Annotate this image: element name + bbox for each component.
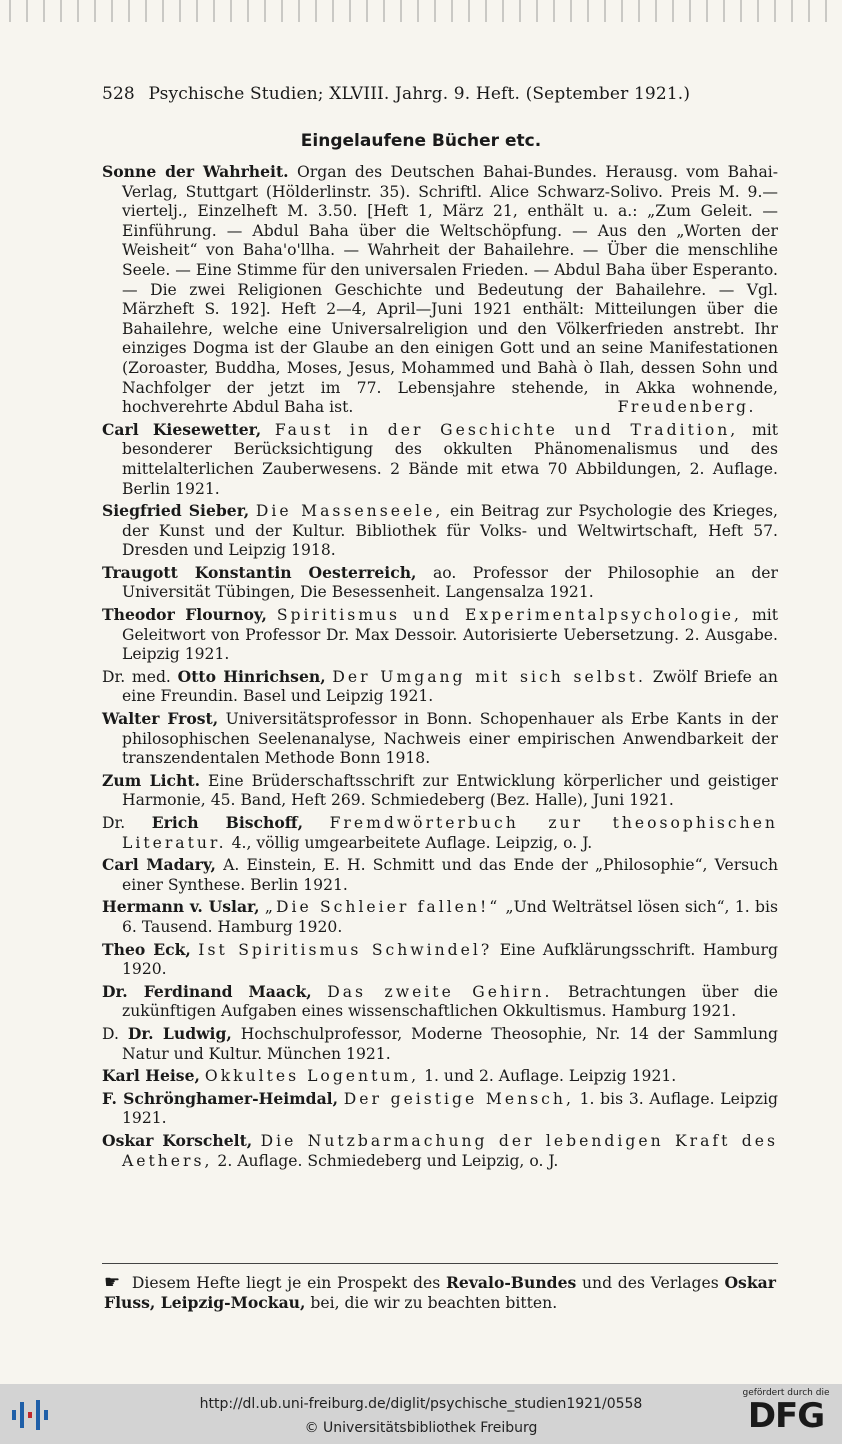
book-entry	[102, 1089, 778, 1129]
book-entry	[102, 813, 778, 853]
book-entry	[102, 420, 778, 499]
book-entry	[102, 982, 778, 1022]
entry-title: Der geistige Mensch,	[343, 1089, 574, 1108]
entry-text: mit besonderer Berücksichtigung des okkulten Phänomenalismus und des mittelalterlichen Zauberwesens. 2 Bände mit etwa 70 Abbildungen, 2. Auflage. Berlin 1921.	[122, 420, 779, 498]
book-entry	[102, 605, 778, 665]
entry-title: Okkultes Logentum,	[204, 1067, 420, 1086]
notice-bold-2: Oskar Fluss, Leipzig-Mockau,	[104, 1273, 776, 1312]
entry-prefix: D.	[102, 1024, 119, 1043]
entry-author: Sonne der Wahrheit.	[102, 162, 289, 181]
dfg-wordmark: DFG	[747, 1396, 825, 1436]
entry-author: Otto Hinrichsen,	[177, 666, 326, 686]
book-entry	[102, 563, 778, 603]
book-entry	[102, 1066, 778, 1087]
entry-text: 1. bis 3. Auflage. Leipzig 1921.	[122, 1089, 778, 1128]
entry-title: Der Umgang mit sich selbst.	[332, 667, 646, 686]
pointing-hand-icon: ☛	[104, 1272, 121, 1293]
book-entry	[102, 162, 778, 418]
viewer-footer	[0, 1384, 842, 1444]
entry-text: 2. Auflage. Schmiedeberg und Leipzig, o. J.	[217, 1151, 559, 1170]
entry-title: Die Massenseele,	[255, 502, 444, 521]
entry-author: Hermann v. Uslar,	[102, 897, 260, 917]
page-number: 528	[102, 84, 135, 104]
scan-edge-noise	[0, 0, 842, 22]
entry-prefix: Dr.	[102, 814, 126, 832]
running-title: Psychische Studien; XLVIII. Jahrg. 9. Heft. (September 1921.)	[148, 84, 691, 104]
entry-author: Oskar Korschelt,	[102, 1130, 253, 1150]
entry-title: Fremdwörterbuch zur theosophischen Literatur.	[122, 814, 778, 852]
entry-text: Eine Aufklärungsschrift. Hamburg 1920.	[122, 940, 778, 979]
notice-text-2: und des Verlages	[582, 1274, 719, 1292]
entry-author: Dr. Ludwig,	[127, 1023, 232, 1043]
book-entry	[102, 667, 778, 707]
entry-title: Die Nutzbarmachung der lebendigen Kraft des Aethers,	[122, 1131, 778, 1170]
copyright-notice: © Universitätsbibliothek Freiburg	[304, 1420, 538, 1436]
dfg-logo	[740, 1388, 832, 1434]
entry-author: Carl Madary,	[102, 855, 216, 875]
separator-rule	[102, 1263, 778, 1264]
entry-author: Karl Heise,	[102, 1066, 200, 1086]
document-url[interactable]: http://dl.ub.uni-freiburg.de/diglit/psychische_studien1921/0558	[199, 1396, 643, 1412]
publisher-notice	[104, 1273, 776, 1313]
entry-author: Erich Bischoff,	[151, 813, 303, 832]
entry-text: Zwölf Briefe an eine Freundin. Basel und Leipzig 1921.	[122, 667, 778, 706]
notice-bold-1: Revalo-Bundes	[445, 1273, 577, 1292]
entry-text: 4., völlig umgearbeitete Auflage. Leipzig, o. J.	[231, 833, 593, 852]
entry-author: Carl Kiesewetter,	[102, 419, 262, 439]
page-title: Eingelaufene Bücher etc.	[300, 131, 542, 151]
book-entry	[102, 855, 778, 895]
entry-text: mit Geleitwort von Professor Dr. Max Dessoir. Autorisierte Uebersetzung. 2. Ausgabe. Leipzig 1921.	[122, 606, 778, 664]
book-entry	[102, 501, 778, 561]
book-entry	[102, 940, 778, 980]
entry-author: Zum Licht.	[102, 770, 201, 790]
notice-text-1: Diesem Hefte liegt je ein Prospekt des	[131, 1274, 441, 1292]
dfg-caption: gefördert durch die	[742, 1388, 830, 1398]
entry-text: Universitätsprofessor in Bonn. Schopenhauer als Erbe Kants in der philosophischen Seelenanalyse, Nachweis einer empirischen Anwendbarkeit der transzendentalen Methode Bonn 1918.	[122, 710, 778, 768]
entry-title: „Die Schleier fallen!“	[264, 898, 501, 917]
entry-text: Betrachtungen über die zukünftigen Aufgaben eines wissenschaftlichen Okkultismus. Hamburg 1921.	[122, 982, 778, 1021]
entry-title: Das zweite Gehirn.	[327, 982, 553, 1001]
book-entry	[102, 771, 778, 811]
book-entry	[102, 1024, 778, 1064]
entry-text: ein Beitrag zur Psychologie des Krieges, der Kunst und der Kultur. Bibliothek für Volks- und Weltwirtschaft, Heft 57. Dresden und Leipzig 1918.	[122, 502, 778, 560]
entry-title: Spiritismus und Experimentalpsychologie,	[276, 606, 742, 625]
entry-text: A. Einstein, E. H. Schmitt und das Ende der „Philosophie“, Versuch einer Synthese. Berlin 1921.	[122, 856, 778, 894]
entry-reviewer: Freudenberg.	[617, 398, 756, 417]
entry-author: Traugott Konstantin Oesterreich,	[102, 562, 417, 582]
entry-prefix: Dr. med.	[102, 667, 171, 686]
entry-text: 1. und 2. Auflage. Leipzig 1921.	[424, 1067, 677, 1086]
entry-text: Organ des Deutschen Bahai-Bundes. Herausg. vom Bahai-Verlag, Stuttgart (Hölderlinstr. 35). Schriftl. Alice Schwarz-Solivo. Preis M. 9.— viertelj., Einzelheft M. 3.50. [Heft 1, März 21, enthält u. a.: „Zum Geleit. — Einführung. — Abdul Baha über die Weltschöpfung. — Aus den „Worten der Weisheit“ von Baha'o'llha. — Wahrheit der Bahailehre. — Über die menschlihe Seele. — Eine Stimme für den universalen Frieden. — Abdul Baha über Esperanto. — Die zwei Religionen Geschichte und Bedeutung der Bahailehre. — Vgl. Märzheft S. 192]. Heft 2—4, April—Juni 1921 enthält: Mitteilungen über die Bahailehre, welche eine Universalreligion und den Völkerfrieden anstrebt. Ihr einziges Dogma ist der Glaube an den einigen Gott und an seine Manifestationen (Zoroaster, Buddha, Moses, Jesus, Mohammed und Bahà ò Ilah, dessen Sohn und Nachfolger der jetzt im 77. Lebensjahre stehende, in Akka wohnende, hochverehrte Abdul Baha ist.	[122, 163, 778, 417]
notice-text-3: bei, die wir zu beachten bitten.	[310, 1294, 558, 1312]
running-header	[102, 84, 742, 104]
book-entry	[102, 1131, 778, 1171]
entry-author: Theodor Flournoy,	[102, 605, 267, 625]
entry-text: Eine Brüderschaftsschrift zur Entwicklung körperlicher und geistiger Harmonie, 45. Band, Heft 269. Schmiedeberg (Bez. Halle), Juni 1921.	[122, 771, 778, 810]
entry-author: Theo Eck,	[102, 939, 191, 959]
book-entry	[102, 897, 778, 937]
entry-author: F. Schrönghamer-Heimdal,	[102, 1088, 339, 1108]
entry-title: Ist Spiritismus Schwindel?	[198, 940, 493, 959]
entry-text: Hochschulprofessor, Moderne Theosophie, Nr. 14 der Sammlung Natur und Kultur. München 1921.	[122, 1024, 778, 1063]
entry-title: Faust in der Geschichte und Tradition,	[274, 420, 739, 439]
entry-author: Siegfried Sieber,	[102, 501, 250, 521]
entry-text: ao. Professor der Philosophie an der Universität Tübingen, Die Besessenheit. Langensalza 1921.	[122, 563, 778, 602]
book-list	[102, 162, 778, 1173]
entry-text: „Und Welträtsel lösen sich“, 1. bis 6. Tausend. Hamburg 1920.	[122, 898, 778, 936]
book-entry	[102, 709, 778, 769]
entry-author: Dr. Ferdinand Maack,	[102, 981, 312, 1001]
entry-author: Walter Frost,	[102, 709, 219, 729]
